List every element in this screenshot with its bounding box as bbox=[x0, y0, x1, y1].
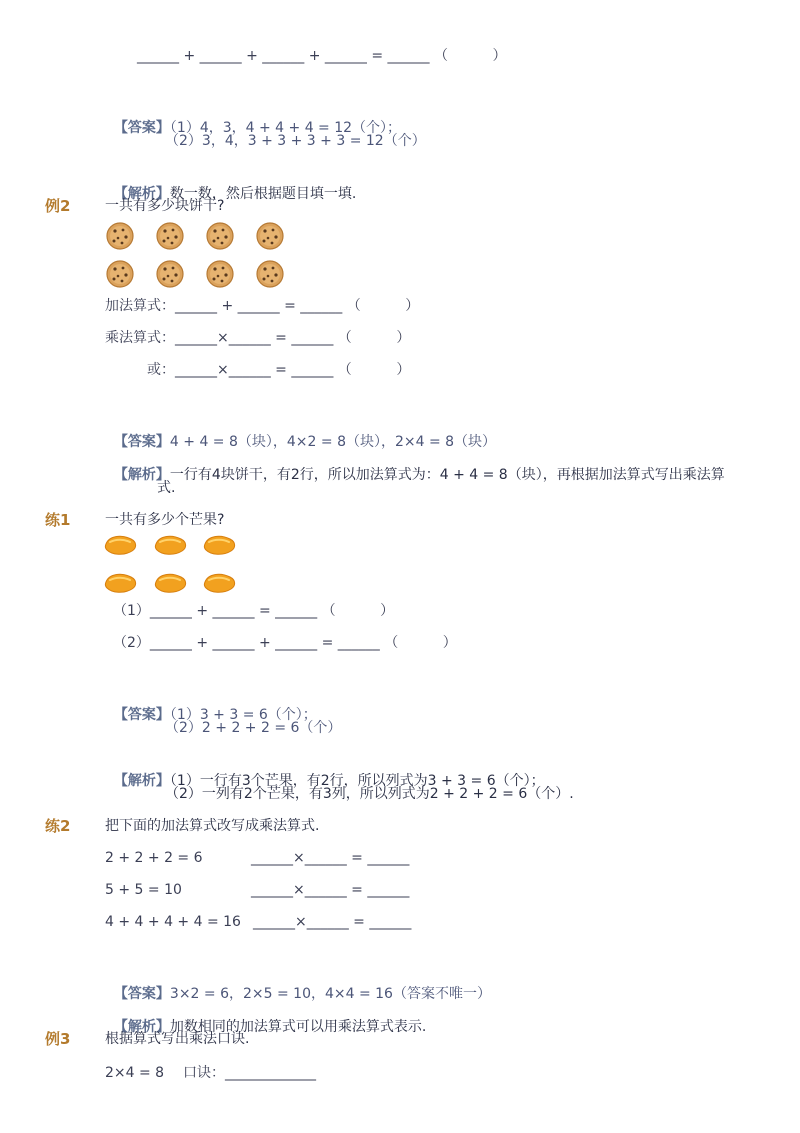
multiplication-formula-line: 乘法算式：______×______ = ______ （ ） bbox=[105, 330, 411, 346]
example-label: 例2 bbox=[45, 197, 71, 215]
addition-expression: 4 + 4 + 4 + 4 = 16 bbox=[105, 914, 241, 930]
mango-icon bbox=[154, 571, 188, 595]
cookie-icon bbox=[105, 259, 135, 289]
practice-label: 练1 bbox=[45, 511, 71, 529]
analysis-block-2 bbox=[105, 445, 725, 485]
koujue-blank: 口诀：_____________ bbox=[183, 1065, 316, 1081]
mango-icon bbox=[203, 571, 237, 595]
cookie-icon bbox=[255, 221, 285, 251]
multiplication-blank: ______×______ = ______ bbox=[251, 882, 410, 898]
formula-line: （2）______ + ______ + ______ = ______ （ ） bbox=[113, 635, 457, 651]
analysis-text: （1）一行有3个芒果，有2行，所以列式为3 + 3 = 6（个）； bbox=[169, 773, 545, 789]
analysis-tag: 【解析】 bbox=[113, 186, 170, 202]
question-text: 根据算式写出乘法口诀. bbox=[105, 1031, 250, 1047]
multiplication-blank: ______×______ = ______ bbox=[253, 914, 412, 930]
cookie-icon bbox=[155, 221, 185, 251]
analysis-tag: 【解析】 bbox=[113, 467, 170, 483]
multiplication-expression: 2×4 = 8 bbox=[105, 1065, 165, 1081]
cookie-icon bbox=[255, 259, 285, 289]
multiplication-blank: ______×______ = ______ bbox=[251, 850, 410, 866]
analysis-tag: 【解析】 bbox=[113, 1019, 170, 1035]
analysis-text: 式. bbox=[157, 480, 176, 496]
answer-line: （2）2 + 2 + 2 = 6（个） bbox=[165, 720, 342, 736]
mango-icon bbox=[104, 533, 138, 557]
cookie-icon bbox=[105, 221, 135, 251]
answer-tag: 【答案】 bbox=[113, 707, 170, 723]
addition-expression: 5 + 5 = 10 bbox=[105, 882, 182, 898]
mango-icon bbox=[154, 533, 188, 557]
analysis-text: 数一数，然后根据题目填一填. bbox=[169, 186, 357, 202]
answer-tag: 【答案】 bbox=[113, 434, 170, 450]
cookie-icon bbox=[205, 259, 235, 289]
mango-icon bbox=[203, 533, 237, 557]
answer-line: （1）3 + 3 = 6（个）； bbox=[169, 707, 317, 723]
mango-icon bbox=[104, 571, 138, 595]
alternative-formula-line: 或：______×______ = ______ （ ） bbox=[147, 362, 411, 378]
answer-line: （1）4，3，4 + 4 + 4 = 12（个）； bbox=[169, 120, 402, 136]
question-text: 一共有多少个芒果? bbox=[105, 512, 225, 528]
addition-expression: 2 + 2 + 2 = 6 bbox=[105, 850, 203, 866]
top-blank-line: ______ + ______ + ______ + ______ = ______ （ ） bbox=[137, 48, 507, 64]
formula-line: （1）______ + ______ = ______ （ ） bbox=[113, 603, 395, 619]
analysis-text: （2）一列有2个芒果，有3列，所以列式为2 + 2 + 2 = 6（个）. bbox=[165, 786, 574, 802]
cookie-icon bbox=[155, 259, 185, 289]
analysis-text: 加数相同的加法算式可以用乘法算式表示. bbox=[169, 1019, 427, 1035]
analysis-tag: 【解析】 bbox=[113, 773, 170, 789]
cookie-icon bbox=[205, 221, 235, 251]
answer-tag: 【答案】 bbox=[113, 986, 170, 1002]
analysis-text: 一行有4块饼干，有2行，所以加法算式为：4 + 4 = 8（块），再根据加法算式写出乘法算 bbox=[169, 467, 725, 483]
question-text: 一共有多少块饼干? bbox=[105, 198, 225, 214]
practice-label: 练2 bbox=[45, 817, 71, 835]
answer-line: 3×2 = 6，2×5 = 10，4×4 = 16（答案不唯一） bbox=[169, 986, 491, 1002]
question-text: 把下面的加法算式改写成乘法算式. bbox=[105, 818, 320, 834]
example-label: 例3 bbox=[45, 1030, 71, 1048]
answer-line: 4 + 4 = 8（块），4×2 = 8（块），2×4 = 8（块） bbox=[169, 434, 497, 450]
addition-formula-line: 加法算式：______ + ______ = ______ （ ） bbox=[105, 298, 420, 314]
answer-line: （2）3，4，3 + 3 + 3 + 3 = 12（个） bbox=[165, 133, 426, 149]
answer-tag: 【答案】 bbox=[113, 120, 170, 136]
